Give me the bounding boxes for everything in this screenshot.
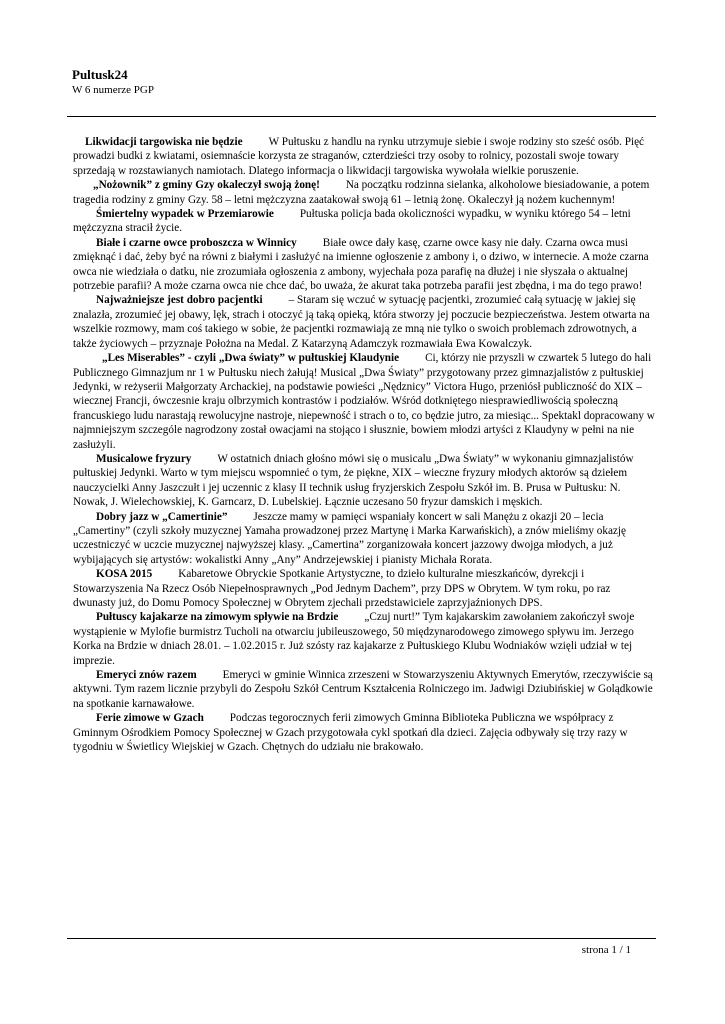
article-headline: Likwidacji targowiska nie będzie xyxy=(85,136,243,148)
page-number: strona 1 / 1 xyxy=(581,944,631,956)
article-headline: „Nożownik” z gminy Gzy okaleczył swoją żonę! xyxy=(93,179,320,192)
article-item xyxy=(73,293,655,351)
article-item xyxy=(73,711,655,754)
header-divider xyxy=(67,116,656,117)
article-headline: Pułtuscy kajakarze na zimowym spływie na Brdzie xyxy=(96,611,339,624)
article-headline: Ferie zimowe w Gzach xyxy=(96,712,204,725)
article-headline: KOSA 2015 xyxy=(96,568,153,581)
article-item xyxy=(73,178,655,207)
article-text: Emeryci w gminie Winnica zrzeszeni w Stowarzyszeniu Aktywnych Emerytów, rzeczywiście są aktywni. Tym razem licznie przybyli do Zespołu Szkół Centrum Kształcenia Rolniczego im. Jadwigi Dziubińskiej w Golądkowie na spotkanie karnawałowe. xyxy=(73,669,653,710)
article-text: Kabaretowe Obryckie Spotkanie Artystyczne, to dzieło kulturalne mieszkańców, dyrekcji i Stowarzyszenia Na Rzecz Osób Niepełnosprawnych „Pod Jednym Dachem”, przy DPS w Obrytem. W tym roku, po raz dwunasty już, do Domu Pomocy Społecznej w Obrytem zjechali przedstawiciele zaprzyjaźnionych DPS. xyxy=(73,568,611,609)
article-text: Pułtuska policja bada okoliczności wypadku, w wyniku którego 54 – letni mężczyzna stracił życie. xyxy=(73,208,631,235)
article-headline: „Les Miserables” - czyli „Dwa światy” w pułtuskiej Klaudynie xyxy=(102,352,400,365)
article-item xyxy=(73,207,655,236)
publication-title: Pultusk24 xyxy=(72,67,128,82)
article-item xyxy=(73,510,655,568)
article-headline: Najważniejsze jest dobro pacjentki xyxy=(96,294,263,307)
article-headline: Dobry jazz w „Camertinie” xyxy=(96,510,228,523)
article-headline: Białe i czarne owce proboszcza w Winnicy xyxy=(96,236,297,249)
article-list xyxy=(73,135,655,754)
article-item xyxy=(73,135,655,178)
article-headline: Musicalowe fryzury xyxy=(96,452,192,465)
article-text: W ostatnich dniach głośno mówi się o musicalu „Dwa Światy” w wykonaniu gimnazjalistów pułtuskiej Jedynki. Warto w tym miejscu wspomnieć o tym, że piękne, XIX – wieczne fryzury młodych aktorów są dziełem nauczycielki Anny Jaszczułt i jej uczennic z klasy II technik usług fryzjerskich Zespołu Szkół im. B. Prusa w Pułtusku: N. Nowak, J. Wielechowskiej, K. Garncarz, D. Lubelskiej. Łącznie uczesano 50 fryzur damskich i męskich. xyxy=(73,452,634,509)
article-text: – Staram się wczuć w sytuację pacjentki, zrozumieć całą sytuację w jakiej się znalazła, zrozumieć jej obawy, lęk, strach i otoczyć ją taką opieką, która stworzy jej poczucie bezpieczeństwa. Jestem otwarta na wszelkie rozmowy, mam coś takiego w sobie, że pacjentki rozmawiają ze mną nie tylko o swoich problemach zdrowotnych, a także życiowych – przyznaje Położna na Medal. Z Katarzyną Adamczyk rozmawiała Ewa Kowalczyk. xyxy=(73,294,650,350)
article-item xyxy=(73,452,655,510)
footer-divider xyxy=(67,938,656,939)
article-text: Białe owce dały kasę, czarne owce kasy nie dały. Czarna owca musi zmięknąć i dać, żeby być na równi z białymi i zasłużyć na imienne ogłoszenie z ambony i, o dziwo, w internecie. A może czarna owca nie wiedziała o datku, nie zrozumiała ogłoszenia z ambony, wyjechała poza parafię na dłużej i nie słyszała o aktualnej potrzebie parafii? A może czarna owca nie chce dać, bo uważa, że akurat taka potrzeba parafii jest zbędna, i ma do tego prawo! xyxy=(73,236,649,293)
article-text: Podczas tegorocznych ferii zimowych Gminna Biblioteka Publiczna we współpracy z Gminnym Ośrodkiem Pomocy Społecznej w Gzach przygotowała cykl spotkań dla dzieci. Zajęcia odbywały się trzy razy w tygodniu w Świetlicy Wiejskiej w Gzach. Chętnych do udziału nie brakowało. xyxy=(73,712,628,754)
article-headline: Śmiertelny wypadek w Przemiarowie xyxy=(96,208,274,221)
article-text: „Czuj nurt!” Tym kajakarskim zawołaniem zakończył swoje wystąpienie w Mylofie burmistrz Tucholi na otwarciu jubileuszowego, 50 międzynarodowego zimowego spływu im. Jerzego Korka na Brdzie w dniach 28.01. – 1.02.2015 r. Już szósty raz kajakarze z Pułtuskiego Klubu Wodniaków wzięli udział w tej imprezie. xyxy=(73,611,635,667)
article-item xyxy=(73,610,655,668)
article-item xyxy=(73,567,655,610)
article-item xyxy=(73,668,655,711)
article-text: W Pułtusku z handlu na rynku utrzymuje siebie i swoje rodziny sto sześć osób. Pięć prowadzi budki z kwiatami, osiemnaście korzysta ze straganów, czterdzieści trzy osoby to rolnicy, pozostali swoje towary sprzedają w rozstawianych namiotach. Dlatego informacja o likwidacji targowiska wywołała wielkie poruszenie. xyxy=(73,136,645,177)
article-item xyxy=(73,351,655,452)
article-text: Jeszcze mamy w pamięci wspaniały koncert w sali Manężu z okazji 20 – lecia „Camertiny” (czyli szkoły muzycznej Yamaha prowadzonej przez Martynę i Marka Karwańskich), a znów mieliśmy okazję uczestniczyć w uczcie muzycznej najwyższej klasy. „Camertina” zorganizowała koncert jazzowy dwojga młodych, a już wybijających się artystów: wokalistki Anny „Any” Andrzejewskiej i pianisty Michała Rorata. xyxy=(73,510,626,566)
article-item xyxy=(73,236,655,294)
article-headline: Emeryci znów razem xyxy=(96,669,197,682)
document-header xyxy=(72,67,154,98)
article-text: Ci, którzy nie przyszli w czwartek 5 lutego do hali Publicznego Gimnazjum nr 1 w Pułtusku niech żałują! Musical „Dwa Światy” przygotowany przez gimnazjalistów z pułtuskiej Jedynki, w reżyserii Małgorzaty Archackiej, na podstawie powieści „Nędznicy” Victora Hugo, przeniósł publiczność do XIX – wiecznej Francji, ówczesnie kraju olbrzymich kontrastów i podziałów. Wśród dotkniętego niesprawiedliwością społeczną francuskiego ludu narastają rewolucyjne nastroje, niepewność i strach o to, co będzie jutro, za miesiąc... Spektakl dopracowany w najmniejszym szczególe nagrodzony został owacjami na stojąco i słusznie, bowiem młodzi artyści z Klaudyny w pełni na nie zasłużyli. xyxy=(73,352,655,451)
issue-subtitle: W 6 numerze PGP xyxy=(72,84,154,96)
article-text: Na początku rodzinna sielanka, alkoholowe biesiadowanie, a potem tragedia rodziny z gminy Gzy. 58 – letni mężczyzna zaatakował swoją 61 – letnią żonę. Okaleczył ją nożem kuchennym! xyxy=(73,179,650,206)
